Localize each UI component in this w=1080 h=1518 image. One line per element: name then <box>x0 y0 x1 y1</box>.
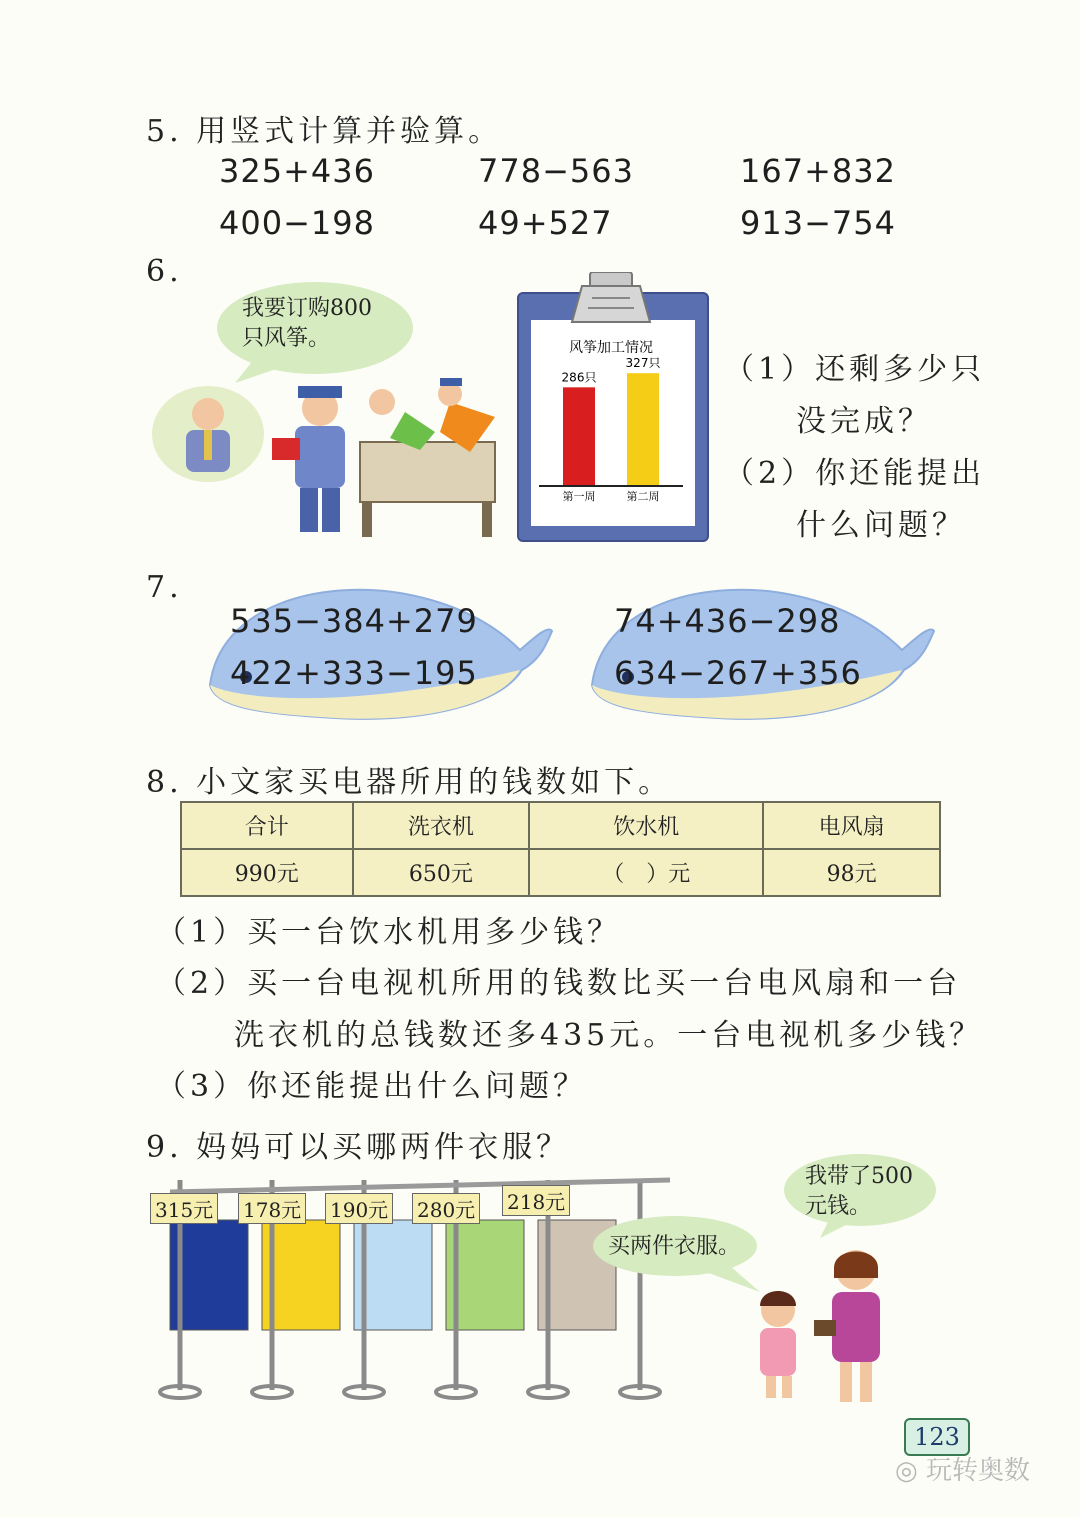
ex7-number: 7. <box>146 570 183 605</box>
rack-base <box>160 1386 200 1398</box>
chart-value-label: 327只 <box>625 356 661 371</box>
rack-base <box>344 1386 384 1398</box>
bubble-line: 元钱。 <box>805 1194 872 1219</box>
price-tag: 280元 <box>412 1193 480 1224</box>
ex5-expr: 913−754 <box>740 204 896 242</box>
table-header: 电风扇 <box>763 802 940 849</box>
ex5-expr: 167+832 <box>740 152 896 190</box>
bubble-line: 只风筝。 <box>242 326 331 351</box>
ex6-number: 6. <box>146 254 183 289</box>
ex6-q1-line2: 没完成？ <box>796 404 932 439</box>
chart-value-label: 286只 <box>561 370 597 385</box>
ex5-expr: 778−563 <box>478 152 634 190</box>
chart-category-label: 第一周 <box>562 490 596 503</box>
watermark-text: 玩转奥数 <box>925 1456 1030 1486</box>
ex5-expr: 49+527 <box>478 204 613 242</box>
wechat-icon: ◎ <box>895 1456 918 1486</box>
table-row <box>181 849 940 896</box>
table-header: 饮水机 <box>529 802 763 849</box>
chart-bar <box>563 387 595 486</box>
ex7-expr: 535−384+279 <box>230 602 478 640</box>
bubble-line: 我带了500 <box>805 1164 913 1189</box>
table-cell: 98元 <box>763 849 940 896</box>
rack-bar <box>170 1180 670 1192</box>
ex5-expr: 325+436 <box>219 152 375 190</box>
table-cell: 990元 <box>181 849 353 896</box>
ex7-expr: 74+436−298 <box>614 602 841 640</box>
ex8-heading: 8. 小文家买电器所用的钱数如下。 <box>146 765 673 800</box>
page-number: 123 <box>904 1418 970 1456</box>
chart-title: 风筝加工情况 <box>569 340 653 356</box>
price-tag: 190元 <box>325 1193 393 1224</box>
ex6-q2-line2: 什么问题？ <box>796 508 966 543</box>
ex7-expr: 422+333−195 <box>230 654 478 692</box>
table-header: 合计 <box>181 802 353 849</box>
clipboard-clip <box>562 272 660 324</box>
table-row <box>181 802 940 849</box>
price-tag: 315元 <box>150 1193 218 1224</box>
rack-base <box>528 1386 568 1398</box>
chart-bar <box>627 373 659 486</box>
appliance-price-table <box>180 801 941 897</box>
kite-workshop-illustration <box>150 372 500 547</box>
mother-and-girl-illustration <box>728 1240 898 1410</box>
kite-production-chart <box>529 318 693 524</box>
bubble-line: 我要订购800 <box>242 296 372 321</box>
price-tag: 218元 <box>502 1185 570 1216</box>
speech-bubble-text <box>242 294 392 354</box>
ex6-q1-line1: （1）还剩多少只 <box>724 352 986 387</box>
chart-category-label: 第二周 <box>626 490 660 503</box>
ex5-expr: 400−198 <box>219 204 375 242</box>
speech-bubble-girl-text: 买两件衣服。 <box>608 1234 741 1259</box>
ex6-q2-line1: （2）你还能提出 <box>724 456 986 491</box>
table-cell: （ ）元 <box>529 849 763 896</box>
ex5-heading: 5. 用竖式计算并验算。 <box>146 114 503 149</box>
ex8-q1: （1）买一台饮水机用多少钱？ <box>156 915 622 950</box>
ex8-q3: （3）你还能提出什么问题？ <box>156 1069 588 1104</box>
ex7-expr: 634−267+356 <box>614 654 862 692</box>
price-tag: 178元 <box>238 1193 306 1224</box>
rack-base <box>252 1386 292 1398</box>
ex8-q2-line2: 洗衣机的总钱数还多435元。一台电视机多少钱？ <box>234 1018 984 1053</box>
speech-bubble-mom-text <box>805 1162 913 1222</box>
table-cell: 650元 <box>353 849 530 896</box>
table-header: 洗衣机 <box>353 802 530 849</box>
rack-base <box>436 1386 476 1398</box>
watermark <box>895 1450 1030 1487</box>
ex9-heading: 9. 妈妈可以买哪两件衣服？ <box>146 1130 571 1165</box>
ex8-q2-line1: （2）买一台电视机所用的钱数比买一台电风扇和一台 <box>156 966 962 1001</box>
rack-base <box>620 1386 660 1398</box>
